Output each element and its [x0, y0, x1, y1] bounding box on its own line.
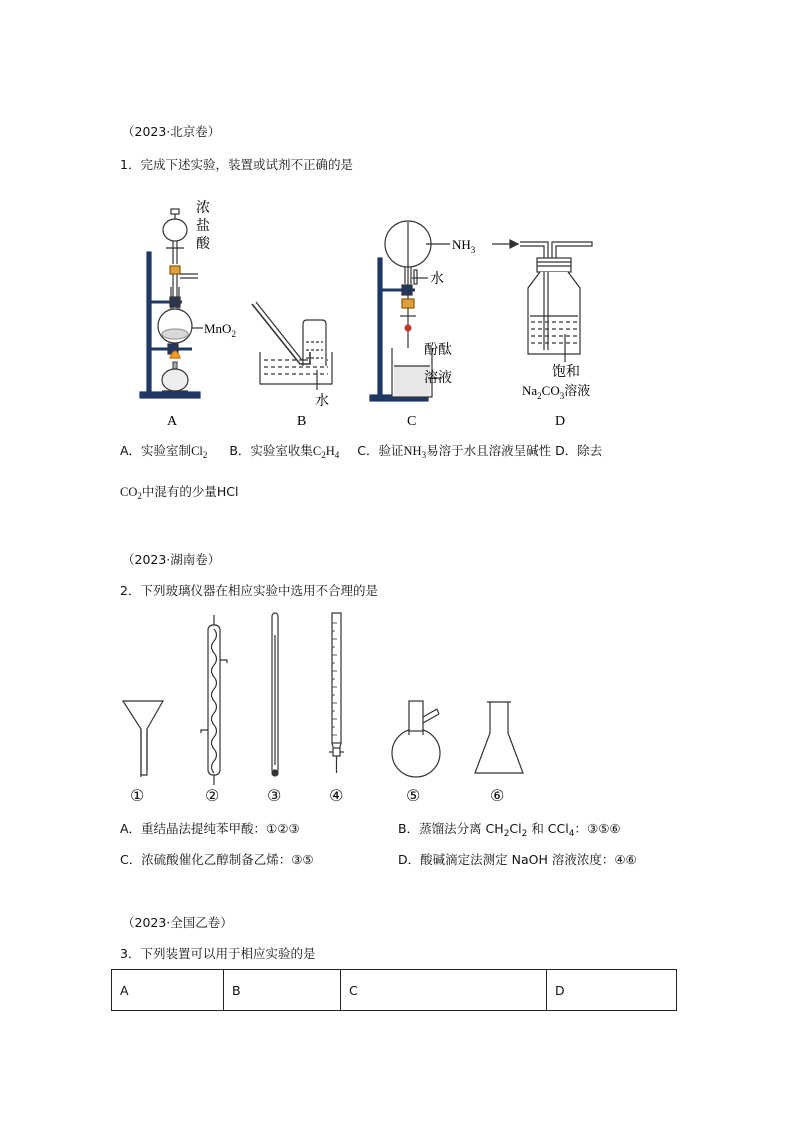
label-water-b: 水 — [315, 394, 329, 409]
label-conc-hcl-3: 酸 — [196, 237, 210, 252]
glass-num-6: ⑥ — [490, 786, 505, 805]
q1-stem: 1．完成下述实验，装置或试剂不正确的是 — [120, 157, 353, 172]
q1-source: （2023·北京卷） — [122, 124, 221, 139]
label-conc-hcl-1: 浓 — [196, 201, 210, 216]
label-nh3-sub: 3 — [470, 245, 476, 255]
burette-icon — [329, 613, 344, 773]
caption-d: D — [555, 414, 566, 429]
q1-option-d-start: D．除去 — [555, 443, 603, 458]
q1-option-a: A．实验室制$Cl_2$ — [120, 443, 208, 460]
glass-num-3: ③ — [267, 786, 282, 805]
caption-c: C — [407, 414, 417, 429]
q3-options-table — [111, 969, 677, 1011]
apparatus-a-chlorine-generator — [140, 209, 203, 398]
label-mno2: MnO — [204, 321, 232, 336]
svg-text:Na2CO3溶液: $Na_2CO_3$溶液 — [522, 383, 591, 401]
svg-text:MnO2 — [204, 321, 236, 339]
thermometer-icon — [272, 613, 278, 776]
q2-glassware-figure — [115, 605, 535, 810]
table-cell-a: A — [112, 970, 224, 1011]
glass-num-1: ① — [130, 786, 145, 805]
table-cell-b: B — [224, 970, 341, 1011]
distillation-flask-icon — [392, 701, 440, 777]
table-cell-c: C — [341, 970, 547, 1011]
label-phenol-2: 溶液 — [424, 371, 452, 386]
label-mno2-sub: 2 — [231, 329, 236, 339]
svg-text:NH3 — [452, 237, 476, 255]
q2-source: （2023·湖南卷） — [122, 552, 221, 567]
label-saturated: 饱和 — [552, 365, 580, 380]
condenser-icon — [201, 615, 227, 785]
label-water-c: 水 — [430, 272, 444, 287]
caption-b: B — [297, 414, 307, 429]
table-cell-d: D — [547, 970, 677, 1011]
q1-option-d-cont: $CO_2$中混有的少量HCl — [120, 484, 239, 501]
glass-num-2: ② — [205, 786, 220, 805]
label-nh3: NH — [452, 237, 471, 252]
q3-stem: 3．下列装置可以用于相应实验的是 — [120, 946, 316, 961]
q2-stem: 2．下列玻璃仪器在相应实验中选用不合理的是 — [120, 583, 378, 598]
apparatus-d-wash-bottle — [492, 240, 592, 362]
caption-a: A — [167, 414, 178, 429]
apparatus-b-water-displacement — [252, 302, 332, 390]
glass-num-5: ⑤ — [406, 786, 421, 805]
glass-num-4: ④ — [329, 786, 344, 805]
label-conc-hcl-2: 盐 — [196, 219, 210, 234]
q1-apparatus-figure — [130, 192, 630, 432]
q1-options-line1 — [120, 443, 602, 463]
label-phenol-1: 酚酞 — [424, 343, 452, 358]
q1-option-b: B．实验室收集$C_2H_4$ — [229, 443, 340, 460]
table-row — [112, 970, 677, 1011]
q1-option-c: C．验证$NH_3$易溶于水且溶液呈碱性 — [357, 443, 552, 460]
q2-option-b: B．蒸馏法分离 $CH_2Cl_2$ 和 CCl$_4$：③⑤⑥ — [398, 821, 621, 839]
q3-source: （2023·全国乙卷） — [122, 915, 233, 930]
q2-option-d: D．酸碱滴定法测定 NaOH 溶液浓度：④⑥ — [398, 852, 637, 867]
q2-option-c: C．浓硫酸催化乙醇制备乙烯：③⑤ — [120, 852, 314, 867]
q2-option-a: A．重结晶法提纯苯甲酸：①②③ — [120, 821, 300, 836]
label-na2co3-na: Na — [522, 383, 538, 398]
funnel-icon — [123, 701, 163, 777]
conical-flask-icon — [475, 702, 523, 773]
